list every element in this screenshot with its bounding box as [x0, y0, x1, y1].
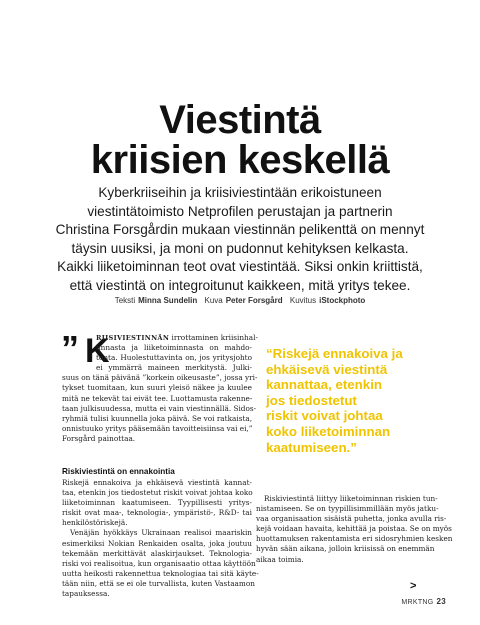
body-line: Venäjän hyökkäys Ukrainaan realisoi maariskin	[70, 528, 252, 538]
title-line-1: Viestintä	[159, 98, 321, 142]
credit-image-role: Kuva	[204, 296, 223, 305]
body-line: riskit ovat maa-, teknologia-, ympäristö-, R&D- tai	[62, 508, 252, 518]
body-line: huottamuksen rakentamista eri sidosryhmien kesken	[256, 534, 453, 544]
body-line: henkilöstöriskejä.	[62, 518, 128, 528]
credit-illus-name: iStockphoto	[319, 296, 366, 305]
body-line: Riskiviestintä liittyy liiketoiminnan riskien tun-	[264, 494, 438, 503]
body-line: uutta heikosti rakennettua teknologiaa tai sitä käyte-	[62, 568, 259, 578]
credit-text-name: Minna Sundelin	[138, 296, 198, 305]
pull-quote-line: kannattaa, etenkin	[266, 377, 383, 393]
credit-text-role: Teksti	[114, 296, 136, 305]
body-line: ei ymmärrä maineen merkitystä. Julki-	[96, 363, 252, 373]
drop-cap: K	[85, 332, 110, 370]
byline-credits	[0, 296, 480, 305]
body-line: tykset tuomitaan, kun suuri yleisö näkee ja kuulee	[62, 383, 252, 393]
body-line: liiketoiminnan kaatumiseen. Tyypillisesti yritys-	[62, 498, 252, 508]
body-line: tekemään merkittävät alaskirjaukset. Teknologia-	[62, 548, 252, 558]
body-line: nistamiseen. Se on tyypillisimmillään myös jatku-	[256, 504, 439, 514]
body-column-left-continued	[62, 478, 259, 599]
lede-line: täysin uusiksi, ja moni on pudonnut kehityksen kelkasta.	[71, 240, 409, 256]
body-line: Riskejä ennakoiva ja ehkäisevä viestintä kannat-	[62, 478, 252, 487]
open-quote-mark: ”	[61, 328, 76, 369]
page-footer	[401, 597, 446, 606]
body-column-right	[256, 494, 453, 565]
credit-image-name: Peter Forsgård	[225, 296, 283, 305]
body-line: mitä ne tekevät tai eivät tee. Luottamusta rakenne-	[62, 393, 253, 403]
lede-line: viestintätoimisto Netprofilen perustajan ja partnerin	[87, 203, 393, 219]
lede-line: Christina Forsgårdin mukaan viestinnän pelikenttä on mennyt	[55, 222, 425, 237]
credit-illus-role: Kuvitus	[289, 296, 317, 305]
body-line: linnasta ja liiketoiminnasta on mahdo-	[96, 343, 252, 353]
page-number: 23	[436, 597, 446, 606]
pull-quote-line: koko liiketoiminnan	[266, 423, 391, 439]
body-line: Forsgård painottaa.	[62, 433, 136, 443]
body-line: taan julkisuudessa, mutta ei vain viestinnällä. Sidos-	[62, 403, 257, 413]
body-line: aikaa toimia.	[256, 554, 304, 564]
pull-quote-line: kaatumiseen.”	[266, 439, 357, 455]
body-line: tonta. Huolestuttavinta on, jos yritysjohto	[96, 353, 252, 363]
lead-smallcaps: RIISIVIESTINNÄN	[96, 334, 170, 342]
title-line-2: kriisien keskellä	[90, 138, 390, 182]
body-line: tään niin, että se ei ole turvallista, kuten Vastaamon	[62, 578, 255, 588]
body-line: tapauksessa.	[62, 589, 110, 599]
lede-paragraph	[40, 184, 440, 295]
body-line: esimerkiksi Nokian Renkaiden osalta, joka joutuu	[62, 538, 252, 548]
lede-line: että viestintä on integroitunut kaikkeen, mitä yritys tekee.	[69, 277, 411, 293]
pull-quote	[266, 346, 430, 455]
body-line: taa, etenkin jos tiedostetut riskit voivat johtaa koko	[62, 488, 253, 498]
pull-quote-line: “Riskejä ennakoiva ja	[266, 346, 403, 361]
pull-quote-line: ehkäisevä viestintä	[266, 361, 388, 377]
pull-quote-line: jos tiedostetut	[266, 392, 357, 408]
page-title	[0, 100, 480, 180]
body-line: kejä voidaan havaita, kehittää ja poistaa. Se on myös	[256, 524, 452, 534]
body-line: riski voi realisoitua, kun organisaatio ottaa käyttöön	[62, 558, 256, 568]
continue-arrow-icon: >	[410, 580, 417, 592]
body-line: suus on tänä päivänä ”korkein oikeusaste”, jossa yri-	[62, 373, 258, 383]
body-line: RIISIVIESTINNÄN irrottaminen kriisinhal-	[96, 333, 258, 342]
body-line: ryhmiä tulisi kuunnella joka päivä. Se voi ratkaista,	[62, 413, 253, 423]
pull-quote-line: riskit voivat johtaa	[266, 408, 383, 424]
section-subhead: Riskiviestintä on ennakointia	[62, 467, 175, 476]
magazine-name: MRKTNG	[401, 599, 434, 606]
body-line: hyvän sään aikana, jolloin kriisissä on enemmän	[256, 544, 435, 554]
body-column-left	[61, 328, 258, 444]
lede-line: Kaikki liiketoiminnan teot ovat viestintää. Siksi onkin kriittistä,	[57, 259, 423, 274]
lede-line: Kyberkriiseihin ja kriisiviestintään erikoistuneen	[98, 185, 382, 200]
body-line: onnistuuko yritys pääsemään tavoitteisiinsa vai ei,”	[62, 423, 253, 433]
body-line: vaa organisaation sisäistä puhetta, jonka avulla ris-	[256, 514, 447, 524]
